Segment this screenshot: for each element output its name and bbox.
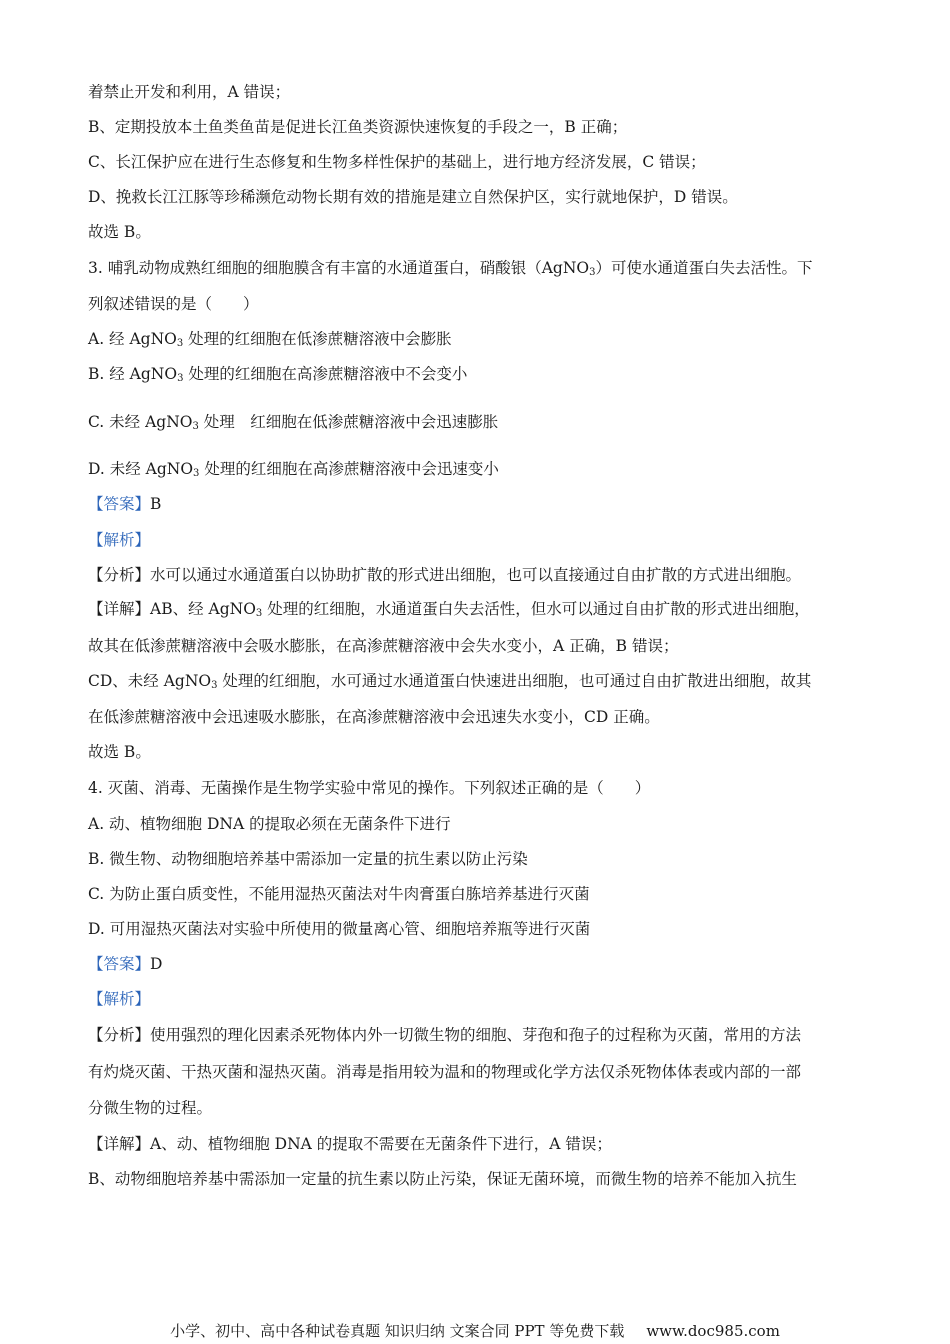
q3-option-d: D. 未经 AgNO$_3$ 处理的红细胞在高渗蔗糖溶液中会迅速变小 bbox=[88, 460, 499, 479]
question-4-stem: 4. 灭菌、消毒、无菌操作是生物学实验中常见的操作。下列叙述正确的是（ ） bbox=[88, 779, 651, 797]
q4-fenxi: 【分析】使用强烈的理化因素杀死物体内外一切微生物的细胞、芽孢和孢子的过程称为灭菌，常用的方法 bbox=[88, 1026, 802, 1044]
text-line: 故选 B。 bbox=[88, 743, 151, 761]
q4-option-c: C. 为防止蛋白质变性，不能用湿热灭菌法对牛肉膏蛋白胨培养基进行灭菌 bbox=[88, 885, 590, 903]
question-3-stem: 3. 哺乳动物成熟红细胞的细胞膜含有丰富的水通道蛋白，硝酸银（AgNO$_3$）可使水通道蛋白失去活性。下 bbox=[88, 259, 813, 278]
text-line: CD、未经 AgNO$_3$ 处理的红细胞，水可通过水通道蛋白快速进出细胞，也可通过自由扩散进出细胞，故其 bbox=[88, 672, 812, 691]
q3-fenxi: 【分析】水可以通过水通道蛋白以协助扩散的形式进出细胞，也可以直接通过自由扩散的方式进出细胞。 bbox=[88, 566, 802, 584]
q3-option-b: B. 经 AgNO$_3$ 处理的红细胞在高渗蔗糖溶液中不会变小 bbox=[88, 365, 468, 384]
text-line: 有灼烧灭菌、干热灭菌和湿热灭菌。消毒是指用较为温和的物理或化学方法仅杀死物体体表或内部的一部 bbox=[88, 1063, 802, 1081]
q4-option-d: D. 可用湿热灭菌法对实验中所使用的微量离心管、细胞培养瓶等进行灭菌 bbox=[88, 920, 591, 938]
q4-option-a: A. 动、植物细胞 DNA 的提取必须在无菌条件下进行 bbox=[88, 815, 451, 833]
footer-text: 小学、初中、高中各种试卷真题 知识归纳 文案合同 PPT 等免费下载 bbox=[170, 1322, 625, 1340]
answer-tag: 【答案】 bbox=[88, 495, 151, 513]
q4-answer: 【答案】D bbox=[88, 955, 163, 973]
text-line: B、动物细胞培养基中需添加一定量的抗生素以防止污染，保证无菌环境，而微生物的培养不能加入抗生 bbox=[88, 1170, 797, 1188]
footer-link[interactable]: www.doc985.com bbox=[646, 1322, 780, 1340]
q4-analysis-tag: 【解析】 bbox=[88, 990, 151, 1008]
answer-tag: 【答案】 bbox=[88, 955, 151, 973]
text-line: 着禁止开发和利用，A 错误； bbox=[88, 83, 291, 101]
q3-answer: 【答案】B bbox=[88, 495, 162, 513]
text-line: 分微生物的过程。 bbox=[88, 1099, 213, 1117]
text-line: 故其在低渗蔗糖溶液中会吸水膨胀，在高渗蔗糖溶液中会失水变小，A 正确，B 错误； bbox=[88, 637, 679, 655]
q4-xiangjie: 【详解】A、动、植物细胞 DNA 的提取不需要在无菌条件下进行，A 错误； bbox=[88, 1135, 612, 1153]
text-line: 在低渗蔗糖溶液中会迅速吸水膨胀，在高渗蔗糖溶液中会迅速失水变小，CD 正确。 bbox=[88, 708, 660, 726]
q3-analysis-tag: 【解析】 bbox=[88, 531, 151, 549]
text-line: B、定期投放本土鱼类鱼苗是促进长江鱼类资源快速恢复的手段之一，B 正确； bbox=[88, 118, 628, 136]
q3-xiangjie: 【详解】AB、经 AgNO$_3$ 处理的红细胞，水通道蛋白失去活性，但水可以通过自由扩散的形式进出细胞， bbox=[88, 600, 810, 619]
question-3-stem-cont: 列叙述错误的是（ ） bbox=[88, 295, 259, 313]
text-line: 故选 B。 bbox=[88, 223, 151, 241]
q3-option-c: C. 未经 AgNO$_3$ 处理 红细胞在低渗蔗糖溶液中会迅速膨胀 bbox=[88, 413, 499, 432]
text-line: D、挽救长江江豚等珍稀濒危动物长期有效的措施是建立自然保护区，实行就地保护，D 错误。 bbox=[88, 188, 738, 206]
text-line: C、长江保护应在进行生态修复和生物多样性保护的基础上，进行地方经济发展，C 错误； bbox=[88, 153, 706, 171]
q3-option-a: A. 经 AgNO$_3$ 处理的红细胞在低渗蔗糖溶液中会膨胀 bbox=[88, 330, 452, 349]
page-footer bbox=[0, 1322, 950, 1340]
q4-option-b: B. 微生物、动物细胞培养基中需添加一定量的抗生素以防止污染 bbox=[88, 850, 528, 868]
